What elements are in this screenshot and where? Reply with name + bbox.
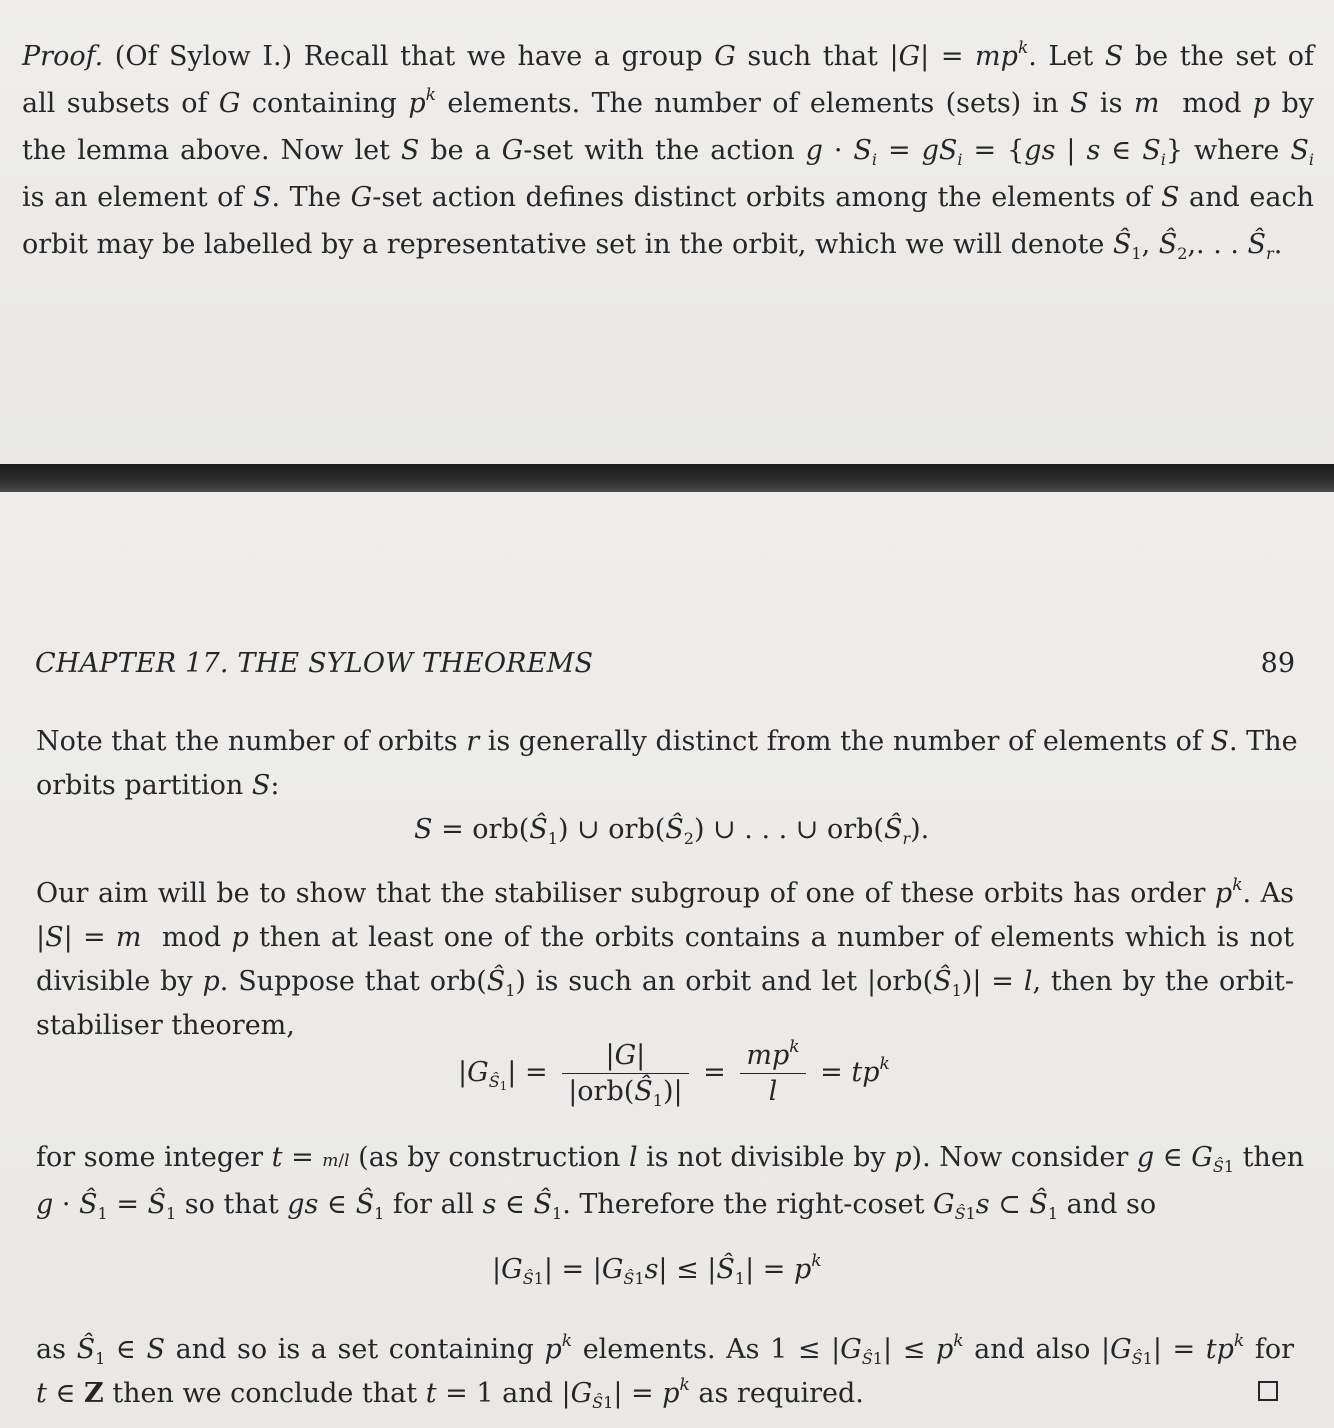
text-line: Note that the number of orbits r is generally distinct from the number of elements of S. The	[36, 726, 1298, 757]
text-line: stabiliser theorem,	[36, 1010, 295, 1041]
fraction: $\frac{mp^k}{l}$	[740, 1040, 805, 1107]
page-divider	[0, 464, 1334, 492]
paragraph-orbits	[36, 720, 1298, 808]
text-line: as $Ŝ_1$ ∈ S and so is a set containing $p^k$ elements. As $1 \le |G_{Ŝ1}| \le p^k$ and also $|G_{Ŝ1}| = tp^k$ for	[36, 1331, 1295, 1368]
text-line: |S| = m mod p then at least one of the orbits contains a number of elements which is not	[36, 922, 1294, 953]
proof-line: orbit may be labelled by a representative set in the orbit, which we will denote $Ŝ_1$, $Ŝ_2$,. . . $Ŝ_r$.	[22, 229, 1283, 263]
equation-bound: $|G_{Ŝ1}| = |G_{Ŝ1}s|$ ≤ $|Ŝ_1| = p^k$	[492, 1251, 822, 1288]
page-number: 89	[1260, 648, 1295, 679]
paragraph-consider	[36, 1136, 1305, 1227]
text-line: t ∈ Z then we conclude that t = 1 and $|G_{Ŝ1}| = p^k$ as required.	[36, 1375, 864, 1412]
text-line: divisible by p. Suppose that $orb(Ŝ_1)$ is such an orbit and let $|orb(Ŝ_1)| = l$, then by the orbit-	[36, 966, 1294, 1000]
fraction: $\frac{|G|}{|orb(Ŝ_1)|}$	[562, 1040, 688, 1107]
running-header	[35, 648, 1295, 679]
text-line: orbits partition S:	[36, 770, 280, 801]
chapter-title: CHAPTER 17. THE SYLOW THEOREMS	[35, 648, 594, 679]
text-line: $g \cdot Ŝ_1$ = $Ŝ_1$ so that gs ∈ $Ŝ_1$ for all s ∈ $Ŝ_1$. Therefore the right-coset $G_{Ŝ1}s$ ⊂ $Ŝ_1$ and so	[36, 1189, 1157, 1223]
equation-stabiliser-order: $|G_{Ŝ_1}|$ = $\frac{|G|}{|orb(Ŝ_1)|}$ = $\frac{mp^k}{l}$ = $tp^k$	[458, 1037, 890, 1110]
paragraph-conclusion	[36, 1328, 1294, 1416]
proof-line: the lemma above. Now let S be a G-set with the action $g \cdot S_i = gS_i = \{gs$ | s ∈ $S_i$} where $S_i$	[22, 135, 1315, 169]
qed-square-icon	[1258, 1381, 1278, 1401]
text-line: for some integer t = m/l (as by construction l is not divisible by p). Now consider g ∈ $G_{Ŝ1}$ then	[36, 1142, 1305, 1176]
proof-line: Proof. (Of Sylow I.) Recall that we have a group G such that $|G| = mp^k$. Let S be the set of	[22, 38, 1315, 72]
text-line: Our aim will be to show that the stabiliser subgroup of one of these orbits has order $p^k$. As	[36, 875, 1294, 909]
proof-line: is an element of S. The G-set action defines distinct orbits among the elements of S and each	[22, 182, 1314, 213]
proof-paragraph	[22, 33, 1314, 268]
paragraph-aim	[36, 872, 1294, 1048]
equation-partition: $S = orb(Ŝ_1)$ ∪ $orb(Ŝ_2)$ ∪ . . . ∪ $orb(Ŝ_r)$.	[414, 814, 930, 848]
proof-line: all subsets of G containing $p^k$ elements. The number of elements (sets) in S is m mod p by	[22, 85, 1315, 119]
